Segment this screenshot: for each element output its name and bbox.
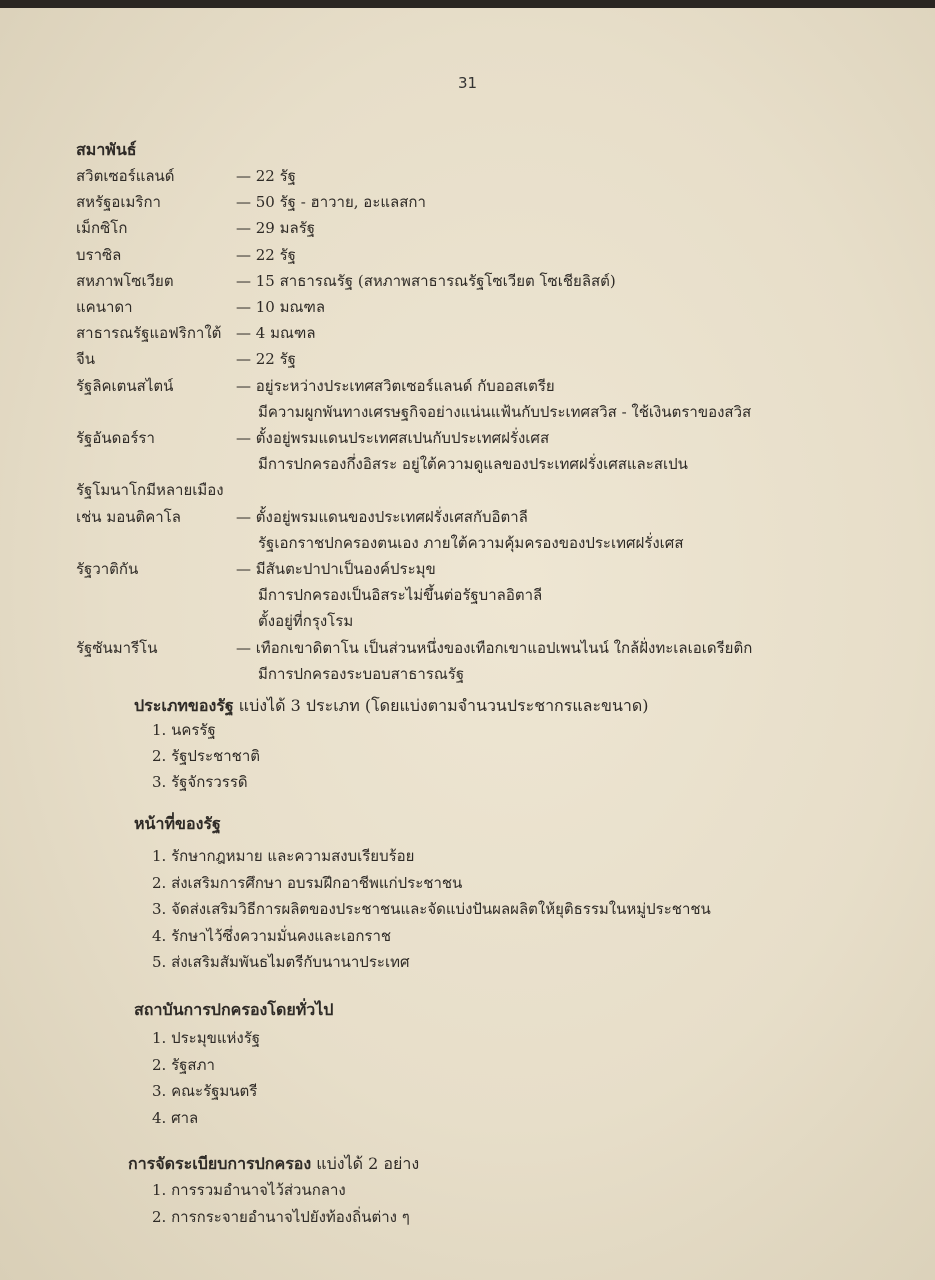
federal-name: จีน <box>76 350 96 368</box>
federal-row <box>76 636 906 662</box>
federal-heading: สมาพันธ์ <box>76 140 137 159</box>
organization-heading <box>128 1152 419 1177</box>
federal-row <box>76 269 906 295</box>
federal-name: รัฐซันมารีโน <box>76 639 158 657</box>
federal-desc-continued: รัฐเอกราชปกครองตนเอง ภายใต้ความคุ้มครองของประเทศฝรั่งเศส <box>258 534 684 552</box>
institutions-heading: สถาบันการปกครองโดยทั่วไป <box>134 1000 334 1019</box>
federal-name: บราซิล <box>76 246 122 264</box>
federal-row <box>76 216 906 242</box>
federal-desc-continued: ตั้งอยู่ที่กรุงโรม <box>258 612 354 630</box>
institutions-item: 2. รัฐสภา <box>152 1056 215 1074</box>
institutions-item: 1. ประมุขแห่งรัฐ <box>152 1029 261 1047</box>
federal-desc: — 22 รัฐ <box>236 350 296 368</box>
federal-name: แคนาดา <box>76 298 133 316</box>
federal-name: สวิตเซอร์แลนด์ <box>76 167 175 185</box>
federal-desc: — 22 รัฐ <box>236 167 296 185</box>
federal-desc: — ตั้งอยู่พรมแดนประเทศสเปนกับประเทศฝรั่งเศส <box>236 429 550 447</box>
federal-desc: — 4 มณฑล <box>236 324 316 342</box>
federal-desc: — 15 สาธารณรัฐ (สหภาพสาธารณรัฐโซเวียต โซเชียลิสต์) <box>236 272 616 290</box>
organization-heading-bold: การจัดระเบียบการปกครอง <box>128 1154 312 1173</box>
federal-desc: — เทือกเขาดิตาโน เป็นส่วนหนึ่งของเทือกเขาแอปเพนไนน์ ใกล้ฝั่งทะเลเอเดรียติก <box>236 639 753 657</box>
federal-row <box>76 347 906 373</box>
duties-item: 5. ส่งเสริมสัมพันธไมตรีกับนานาประเทศ <box>152 953 410 971</box>
federal-name: เม็กซิโก <box>76 219 128 237</box>
federal-desc: — อยู่ระหว่างประเทศสวิตเซอร์แลนด์ กับออสเตรีย <box>236 377 555 395</box>
federal-name: รัฐลิคเตนสไตน์ <box>76 377 174 395</box>
document-page <box>0 8 935 1280</box>
federal-row <box>76 243 906 269</box>
types-item: 3. รัฐจักรวรรดิ <box>152 773 248 791</box>
federal-desc: — มีสันตะปาปาเป็นองค์ประมุข <box>236 560 436 578</box>
federal-name: สาธารณรัฐแอฟริกาใต้ <box>76 324 222 342</box>
federal-desc: — 22 รัฐ <box>236 246 296 264</box>
federal-desc: — ตั้งอยู่พรมแดนของประเทศฝรั่งเศสกับอิตาลี <box>236 508 528 526</box>
types-item: 1. นครรัฐ <box>152 721 216 739</box>
federal-name: รัฐโมนาโกมีหลายเมือง <box>76 481 224 499</box>
federal-row <box>76 190 906 216</box>
federal-desc-continued: มีความผูกพันทางเศรษฐกิจอย่างแน่นแฟ้นกับประเทศสวิส - ใช้เงินตราของสวิส <box>258 403 752 421</box>
federal-row <box>76 478 906 504</box>
federal-desc: — 29 มลรัฐ <box>236 219 316 237</box>
federal-row <box>76 505 906 531</box>
institutions-item: 3. คณะรัฐมนตรี <box>152 1082 258 1100</box>
federal-row <box>76 426 906 452</box>
duties-item: 4. รักษาไว้ซึ่งความมั่นคงและเอกราช <box>152 927 392 945</box>
organization-item: 1. การรวมอำนาจไว้ส่วนกลาง <box>152 1181 346 1199</box>
federal-row <box>76 374 906 400</box>
federal-row <box>76 164 906 190</box>
types-heading-rest: แบ่งได้ 3 ประเภท (โดยแบ่งตามจำนวนประชากรและขนาด) <box>233 696 649 715</box>
types-item: 2. รัฐประชาชาติ <box>152 747 260 765</box>
federal-desc-continued: มีการปกครองระบอบสาธารณรัฐ <box>258 665 465 683</box>
federal-name: รัฐวาติกัน <box>76 560 139 578</box>
types-heading <box>134 694 649 719</box>
federal-name: เช่น มอนติคาโล <box>76 508 181 526</box>
duties-heading: หน้าที่ของรัฐ <box>134 814 221 833</box>
page-number: 31 <box>457 74 478 92</box>
duties-item: 1. รักษากฎหมาย และความสงบเรียบร้อย <box>152 847 415 865</box>
institutions-item: 4. ศาล <box>152 1109 199 1127</box>
federal-name: สหภาพโซเวียต <box>76 272 174 290</box>
federal-row <box>76 321 906 347</box>
duties-item: 2. ส่งเสริมการศึกษา อบรมฝึกอาชีพแก่ประชาชน <box>152 874 463 892</box>
federal-desc: — 50 รัฐ - ฮาวาย, อะแลสกา <box>236 193 426 211</box>
federal-name: รัฐอันดอร์รา <box>76 429 155 447</box>
federal-row <box>76 295 906 321</box>
types-heading-bold: ประเภทของรัฐ <box>134 696 234 715</box>
federal-desc-continued: มีการปกครองเป็นอิสระไม่ขึ้นต่อรัฐบาลอิตาลี <box>258 586 543 604</box>
federal-desc-continued: มีการปกครองกึ่งอิสระ อยู่ใต้ความดูแลของประเทศฝรั่งเศสและสเปน <box>258 455 688 473</box>
federal-row <box>76 557 906 583</box>
organization-item: 2. การกระจายอำนาจไปยังท้องถิ่นต่าง ๆ <box>152 1208 410 1226</box>
organization-heading-rest: แบ่งได้ 2 อย่าง <box>311 1154 420 1173</box>
duties-item: 3. จัดส่งเสริมวิธีการผลิตของประชาชนและจัดแบ่งปันผลผลิตให้ยุติธรรมในหมู่ประชาชน <box>152 900 711 918</box>
federal-desc: — 10 มณฑล <box>236 298 326 316</box>
federal-name: สหรัฐอเมริกา <box>76 193 161 211</box>
